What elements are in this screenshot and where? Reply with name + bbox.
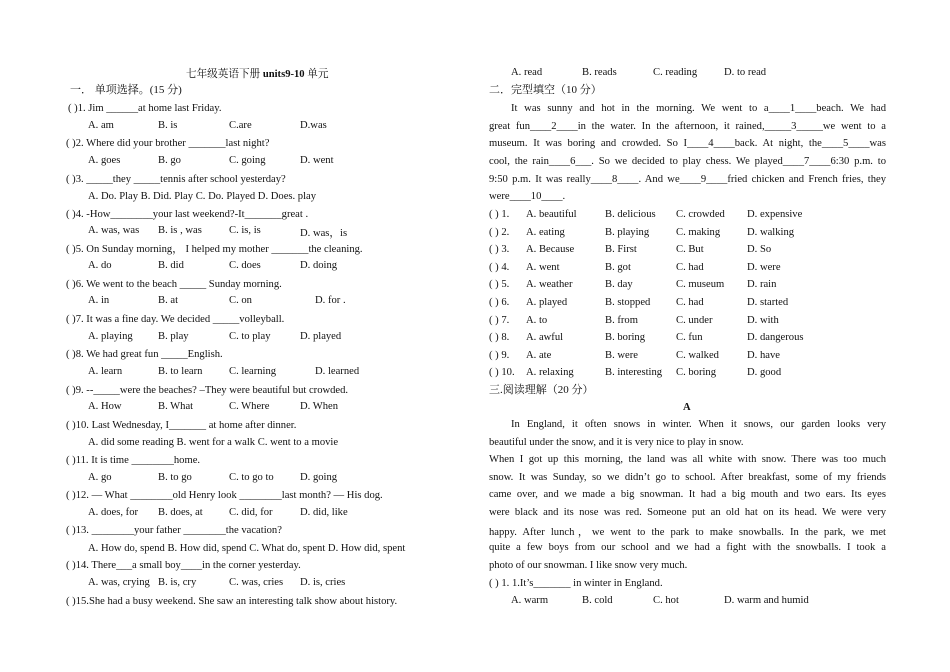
option: A. read	[511, 67, 543, 78]
reading-question-1: ( ) 1. 1.It’s_______ in winter in England.	[489, 578, 663, 589]
cloze-item-number: ( ) 1.	[489, 209, 510, 220]
cloze-option: B. from	[605, 314, 638, 326]
question-3: ( )3. _____they _____tennis after school yesterday?	[66, 174, 286, 185]
cloze-line-4: cool, the rain____6___. So we decided to play chess. We played____7____6:30 p.m. to	[489, 156, 886, 167]
question-9: ( )9. --_____were the beaches? –They were beautiful but crowded.	[66, 385, 349, 396]
option: C. Where	[229, 401, 270, 412]
cloze-item-number: ( ) 3.	[489, 244, 510, 256]
title-tail: 单元	[304, 69, 329, 80]
option: D. doing	[300, 260, 338, 271]
option: D. did, like	[300, 507, 348, 518]
cloze-option: A. ate	[526, 349, 552, 361]
cloze-option: C. had	[676, 297, 704, 308]
page-title	[186, 68, 328, 81]
option: A. goes	[88, 155, 121, 166]
cloze-line-3: museum. It was boring and crowded. So I____4____back. At night, the____5____was	[489, 138, 886, 149]
option: A. in	[88, 295, 110, 306]
cloze-item-number: ( ) 9.	[489, 349, 510, 361]
option: C.are	[229, 120, 252, 131]
option: B. go	[158, 155, 181, 166]
cloze-option: C. But	[676, 244, 704, 256]
cloze-option: C. boring	[676, 367, 717, 379]
cloze-option: A. to	[526, 314, 548, 326]
option: A. warm	[511, 595, 549, 606]
cloze-item-number: ( ) 4.	[489, 261, 510, 273]
option: C. to play	[229, 331, 271, 342]
question-6: ( )6. We went to the beach _____ Sunday morning.	[66, 279, 282, 290]
title-bold: units9-10	[262, 69, 305, 80]
question-15: ( )15.She had a busy weekend. She saw an interesting talk show about history.	[66, 596, 398, 607]
option: A. was, crying	[88, 577, 150, 588]
cloze-option: A. awful	[526, 332, 564, 344]
question-11: ( )11. It is time ________home.	[66, 455, 201, 466]
cloze-item-number: ( ) 6.	[489, 297, 510, 308]
cloze-option: D. were	[747, 261, 781, 273]
passage-line-6: were black and its nose was red. Someone put an old hat on its head. We were very	[489, 507, 886, 518]
option: A. playing	[88, 331, 133, 342]
cloze-option: B. playing	[605, 226, 650, 238]
cloze-option: D. have	[747, 349, 780, 361]
question-2: ( )2. Where did your brother _______last night?	[66, 138, 270, 149]
option: B. is	[158, 120, 178, 131]
cloze-item-number: ( ) 2.	[489, 226, 510, 238]
cloze-option: C. walked	[676, 349, 719, 361]
cloze-option: A. went	[526, 261, 560, 273]
cloze-option: C. fun	[676, 332, 703, 344]
question-10: ( )10. Last Wednesday, I_______ at home after dinner.	[66, 420, 297, 431]
passage-line-5: came over, and we made a big snowman. It had a big mouth and two ears. Its eyes	[489, 489, 886, 500]
option: B. to learn	[158, 366, 203, 377]
option: B. cold	[582, 595, 613, 606]
passage-title: A	[683, 402, 691, 413]
option: A. go	[88, 472, 112, 483]
option: D. learned	[315, 366, 360, 377]
section-3-heading: 三.阅读理解（20 分）	[489, 384, 594, 396]
option: C. did, for	[229, 507, 273, 518]
option: C. hot	[653, 595, 679, 606]
cloze-option: D. walking	[747, 226, 795, 238]
option: B. reads	[582, 67, 617, 78]
cloze-option: A. played	[526, 297, 568, 308]
cloze-option: B. boring	[605, 332, 646, 344]
cloze-option: A. eating	[526, 226, 565, 238]
option: D.was	[300, 120, 327, 131]
passage-line-8: quite a few boys from our school and we had a fight with the snowballs. I took a	[489, 542, 886, 553]
cloze-option: B. interesting	[605, 367, 663, 379]
passage-line-2: beautiful under the snow, and it is very nice to play in snow.	[489, 437, 744, 448]
cloze-option: D. with	[747, 314, 779, 326]
title-text: 七年级英语下册	[186, 69, 263, 80]
option: C. learning	[229, 366, 277, 377]
option: D. played	[300, 331, 342, 342]
option: B. did	[158, 260, 184, 271]
cloze-option: D. So	[747, 244, 772, 256]
cloze-option: C. making	[676, 226, 721, 238]
cloze-option: B. were	[605, 349, 638, 361]
option: A. do	[88, 260, 112, 271]
passage-line-1: In England, it often snows in winter. When it snows, our garden looks very	[511, 419, 886, 430]
cloze-option: D. dangerous	[747, 332, 804, 344]
option: A. How	[88, 401, 122, 412]
question-7: ( )7. It was a fine day. We decided _____volleyball.	[66, 314, 285, 325]
cloze-item-number: ( ) 7.	[489, 314, 510, 326]
option: D. to read	[724, 67, 767, 78]
cloze-line-6: were____10____.	[489, 191, 566, 202]
cloze-option: A. beautiful	[526, 209, 577, 220]
cloze-option: A. relaxing	[526, 367, 574, 379]
option: C. was, cries	[229, 577, 284, 588]
cloze-item-number: ( ) 10.	[489, 367, 515, 379]
cloze-line-5: 9:50 p.m. It was really____8____. And we____9____fried chicken and French fries, they	[489, 174, 886, 185]
option: C. to go to	[229, 472, 274, 483]
cloze-option: B. got	[605, 261, 631, 273]
question-4: ( )4. -How________your last weekend?-It_______great .	[66, 209, 309, 220]
question-5: ( )5. On Sunday morning， I helped my mother _______the cleaning.	[66, 244, 363, 255]
option: C. going	[229, 155, 266, 166]
question-14: ( )14. There___a small boy____in the corner yesterday.	[66, 560, 301, 571]
option: C. reading	[653, 67, 698, 78]
cloze-item-number: ( ) 8.	[489, 332, 510, 344]
option: A. does, for	[88, 507, 139, 518]
section-2-heading: 二．完型填空（10 分）	[489, 84, 602, 96]
cloze-line-1: It was sunny and hot in the morning. We went to a____1____beach. We had	[511, 103, 886, 114]
option: B. at	[158, 295, 179, 306]
passage-line-9: photo of our snowman. I like snow very much.	[489, 560, 688, 571]
option: A. am	[88, 120, 114, 131]
cloze-option: A. Because	[526, 244, 575, 256]
cloze-option: D. expensive	[747, 209, 803, 220]
option: B. is , was	[158, 225, 202, 236]
cloze-option: A. weather	[526, 279, 573, 291]
passage-line-7: happy. After lunch，we went to the park to make snowballs. In the park, we met	[489, 527, 886, 538]
cloze-option: C. had	[676, 261, 704, 273]
option: B. play	[158, 331, 189, 342]
question-8: ( )8. We had great fun _____English.	[66, 349, 223, 360]
option: A. was, was	[88, 225, 140, 236]
question-13: ( )13. ________your father ________the vacation?	[66, 525, 282, 536]
option: B. What	[158, 401, 194, 412]
option: D. going	[300, 472, 338, 483]
question-3-options: A. Do. Play B. Did. Play C. Do. Played D. Does. play	[88, 191, 317, 202]
option: C. on	[229, 295, 252, 306]
cloze-line-2: great fun____2____in the water. In the afternoon, it rained,_____3_____we went to a	[489, 121, 886, 132]
option: D. for .	[315, 295, 346, 306]
cloze-option: D. good	[747, 367, 782, 379]
cloze-option: B. stopped	[605, 297, 651, 308]
option: B. does, at	[158, 507, 203, 518]
option: C. does	[229, 260, 261, 271]
cloze-option: B. delicious	[605, 209, 656, 220]
question-12: ( )12. — What ________old Henry look ________last month? — His dog.	[66, 490, 383, 501]
section-1-heading: 一． 单项选择。(15 分)	[70, 84, 182, 96]
option: C. is, is	[229, 225, 261, 236]
cloze-option: C. crowded	[676, 209, 725, 220]
cloze-option: D. started	[747, 297, 789, 308]
cloze-item-number: ( ) 5.	[489, 279, 510, 291]
option: D. went	[300, 155, 334, 166]
option: D. warm and humid	[724, 595, 809, 606]
option: D. was，is	[300, 228, 348, 239]
cloze-option: D. rain	[747, 279, 777, 291]
option: D. is, cries	[300, 577, 346, 588]
option: B. is, cry	[158, 577, 197, 588]
option: B. to go	[158, 472, 192, 483]
cloze-option: C. under	[676, 314, 713, 326]
option: A. learn	[88, 366, 123, 377]
passage-line-4: snow. It was Sunday, so we didn’t go to school. After breakfast, some of my friends	[489, 472, 886, 483]
option: D. When	[300, 401, 339, 412]
question-1: ( )1. Jim ______at home last Friday.	[68, 103, 222, 114]
question-10-options: A. did some reading B. went for a walk C. went to a movie	[88, 437, 339, 448]
passage-line-3: When I got up this morning, the land was all white with snow. There was too much	[489, 454, 886, 465]
cloze-option: B. day	[605, 279, 633, 291]
cloze-option: B. First	[605, 244, 637, 256]
cloze-option: C. museum	[676, 279, 725, 291]
question-13-options: A. How do, spend B. How did, spend C. What do, spent D. How did, spent	[88, 543, 406, 554]
